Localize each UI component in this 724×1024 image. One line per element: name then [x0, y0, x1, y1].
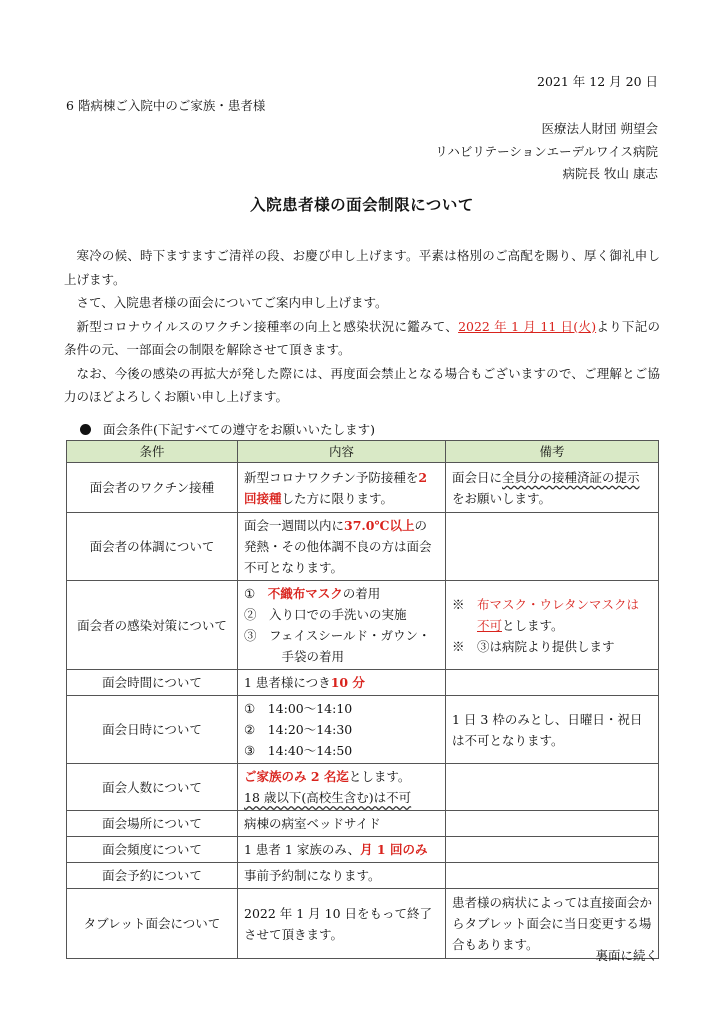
- vaccine-text-end: した方に限ります。: [281, 490, 394, 506]
- row-remarks-place: [446, 811, 659, 837]
- schedule-slot-1: ① 14:00～14:10: [244, 701, 353, 716]
- vaccine-remark-emphasis: 全員分の接種済証の提示: [502, 469, 640, 485]
- infection-note-1-red: 布マスク・ウレタンマスクは: [477, 596, 640, 612]
- paragraph-intro: さて、入院患者様の面会についてご案内申し上げます。: [76, 295, 388, 310]
- schedule-slot-2: ② 14:20～14:30: [244, 722, 353, 737]
- row-content-reservation: 事前予約制になります。: [238, 863, 446, 889]
- row-content-people: [238, 764, 446, 811]
- header-condition: 条件: [67, 441, 238, 463]
- vaccine-text: 新型コロナワクチン予防接種を: [244, 469, 419, 485]
- infection-item-1: [244, 583, 439, 604]
- table-row: [67, 581, 659, 670]
- schedule-slot-3: ③ 14:40～14:50: [244, 743, 353, 758]
- sender-director: 病院長 牧山 康志: [562, 166, 658, 181]
- infection-item-3: ③ フェイスシールド・ガウン・: [244, 628, 431, 643]
- vaccine-remark-text: 面会日に: [452, 469, 503, 485]
- row-label-infection: 面会者の感染対策について: [67, 581, 238, 670]
- conditions-table: [66, 440, 659, 959]
- infection-note-1-cont: [452, 615, 652, 636]
- conditions-heading: [80, 420, 375, 438]
- people-emphasis: ご家族のみ 2 名迄: [244, 769, 349, 784]
- row-remarks-people: [446, 764, 659, 811]
- table-row: [67, 670, 659, 696]
- row-content-time: [238, 670, 446, 696]
- addressee: 6 階病棟ご入院中のご家族・患者様: [66, 98, 266, 113]
- table-row: [67, 764, 659, 811]
- sender-hospital: リハビリテーションエーデルワイス病院: [435, 144, 658, 159]
- table-row: [67, 463, 659, 513]
- row-remarks-vaccine: [446, 463, 659, 513]
- announcement-text-1: 新型コロナウイルスのワクチン接種率の向上と感染状況に鑑みて、: [76, 318, 459, 334]
- row-label-reservation: 面会予約について: [67, 863, 238, 889]
- row-content-health: [238, 513, 446, 581]
- continue-note: 裏面に続く: [595, 948, 658, 963]
- paragraph-closing: なお、今後の感染の再拡大が発した際には、再度面会禁止となる場合もございますので、ご理解とご協力のほどよろしくお願い申し上げます。: [64, 365, 660, 404]
- row-content-infection: [238, 581, 446, 670]
- people-text: とします。: [348, 769, 411, 784]
- bullet-icon: [80, 424, 91, 435]
- infection-note-2: ※ ③は病院より提供します: [452, 638, 615, 654]
- document-date: 2021 年 12 月 20 日: [537, 74, 658, 89]
- row-content-tablet: 2022 年 1 月 10 日をもって終了させて頂きます。: [238, 889, 446, 959]
- sender-organization: 医療法人財団 朔望会: [541, 121, 658, 136]
- row-content-vaccine: [238, 463, 446, 513]
- infection-item-3-cont: 手袋の着用: [281, 649, 345, 664]
- health-text-end: の発熱・その他体調不良の方は面会不可となります。: [244, 518, 432, 575]
- row-remarks-time: [446, 670, 659, 696]
- row-label-health: 面会者の体調について: [67, 513, 238, 581]
- time-emphasis: 10 分: [330, 675, 365, 690]
- paragraph-greeting: 寒冷の候、時下ますますご清祥の段、お慶び申し上げます。平素は格別のご高配を賜り、厚く御礼申し上げます。: [64, 248, 660, 287]
- table-row: [67, 863, 659, 889]
- infection-item-1-text: の着用: [342, 586, 381, 601]
- infection-item-1-num: ①: [244, 586, 256, 601]
- row-label-frequency: 面会頻度について: [67, 837, 238, 863]
- row-label-people: 面会人数について: [67, 764, 238, 811]
- frequency-text: 1 患者 1 家族のみ、: [244, 842, 361, 857]
- row-content-schedule: [238, 696, 446, 764]
- document-title: 入院患者様の面会制限について: [250, 195, 474, 214]
- table-row: [67, 696, 659, 764]
- header-remarks: 備考: [446, 441, 659, 463]
- infection-note-1-mark: ※: [452, 596, 465, 612]
- table-row: [67, 513, 659, 581]
- vaccine-emphasis: 2 回接種: [244, 469, 428, 506]
- health-text: 面会一週間以内に: [244, 518, 345, 533]
- infection-item-2: ② 入り口での手洗いの実施: [244, 607, 407, 622]
- row-remarks-reservation: [446, 863, 659, 889]
- row-remarks-infection: [446, 581, 659, 670]
- row-remarks-schedule: 1 日 3 枠のみとし、日曜日・祝日は不可となります。: [446, 696, 659, 764]
- effective-date: 2022 年 1 月 11 日(火): [458, 318, 597, 334]
- row-content-place: 病棟の病室ベッドサイド: [238, 811, 446, 837]
- infection-note-1-forbidden: 不可: [477, 617, 503, 633]
- table-row: [67, 837, 659, 863]
- infection-note-1: [452, 594, 652, 615]
- announcement-text-2: より下記の条件の元、一部面会の制限を解除させて頂きます。: [64, 318, 660, 357]
- row-label-schedule: 面会日時について: [67, 696, 238, 764]
- row-remarks-tablet: 患者様の病状によっては直接面会からタブレット面会に当日変更する場合もあります。: [446, 889, 659, 959]
- row-label-vaccine: 面会者のワクチン接種: [67, 463, 238, 513]
- infection-note-1-end: とします。: [502, 617, 564, 633]
- row-remarks-frequency: [446, 837, 659, 863]
- infection-item-1-emphasis: 不織布マスク: [267, 586, 343, 601]
- table-row: [67, 811, 659, 837]
- people-line-1: [244, 766, 439, 787]
- conditions-heading-text: 面会条件(下記すべての遵守をお願いいたします): [103, 422, 376, 437]
- table-header-row: [67, 441, 659, 463]
- people-line-2: [244, 787, 439, 808]
- row-label-tablet: タブレット面会について: [67, 889, 238, 959]
- row-label-place: 面会場所について: [67, 811, 238, 837]
- people-age-limit: 18 歳以下(高校生含む)は不可: [244, 790, 412, 805]
- time-text: 1 患者様につき: [244, 675, 331, 690]
- letter-body: [64, 244, 660, 409]
- frequency-emphasis: 月 1 回のみ: [360, 842, 428, 857]
- vaccine-remark-text-end: をお願いします。: [452, 490, 552, 506]
- row-label-time: 面会時間について: [67, 670, 238, 696]
- table-row: [67, 889, 659, 959]
- paragraph-announcement: [64, 315, 660, 362]
- health-emphasis: 37.0℃以上: [344, 518, 415, 533]
- header-content: 内容: [238, 441, 446, 463]
- row-remarks-health: [446, 513, 659, 581]
- row-content-frequency: [238, 837, 446, 863]
